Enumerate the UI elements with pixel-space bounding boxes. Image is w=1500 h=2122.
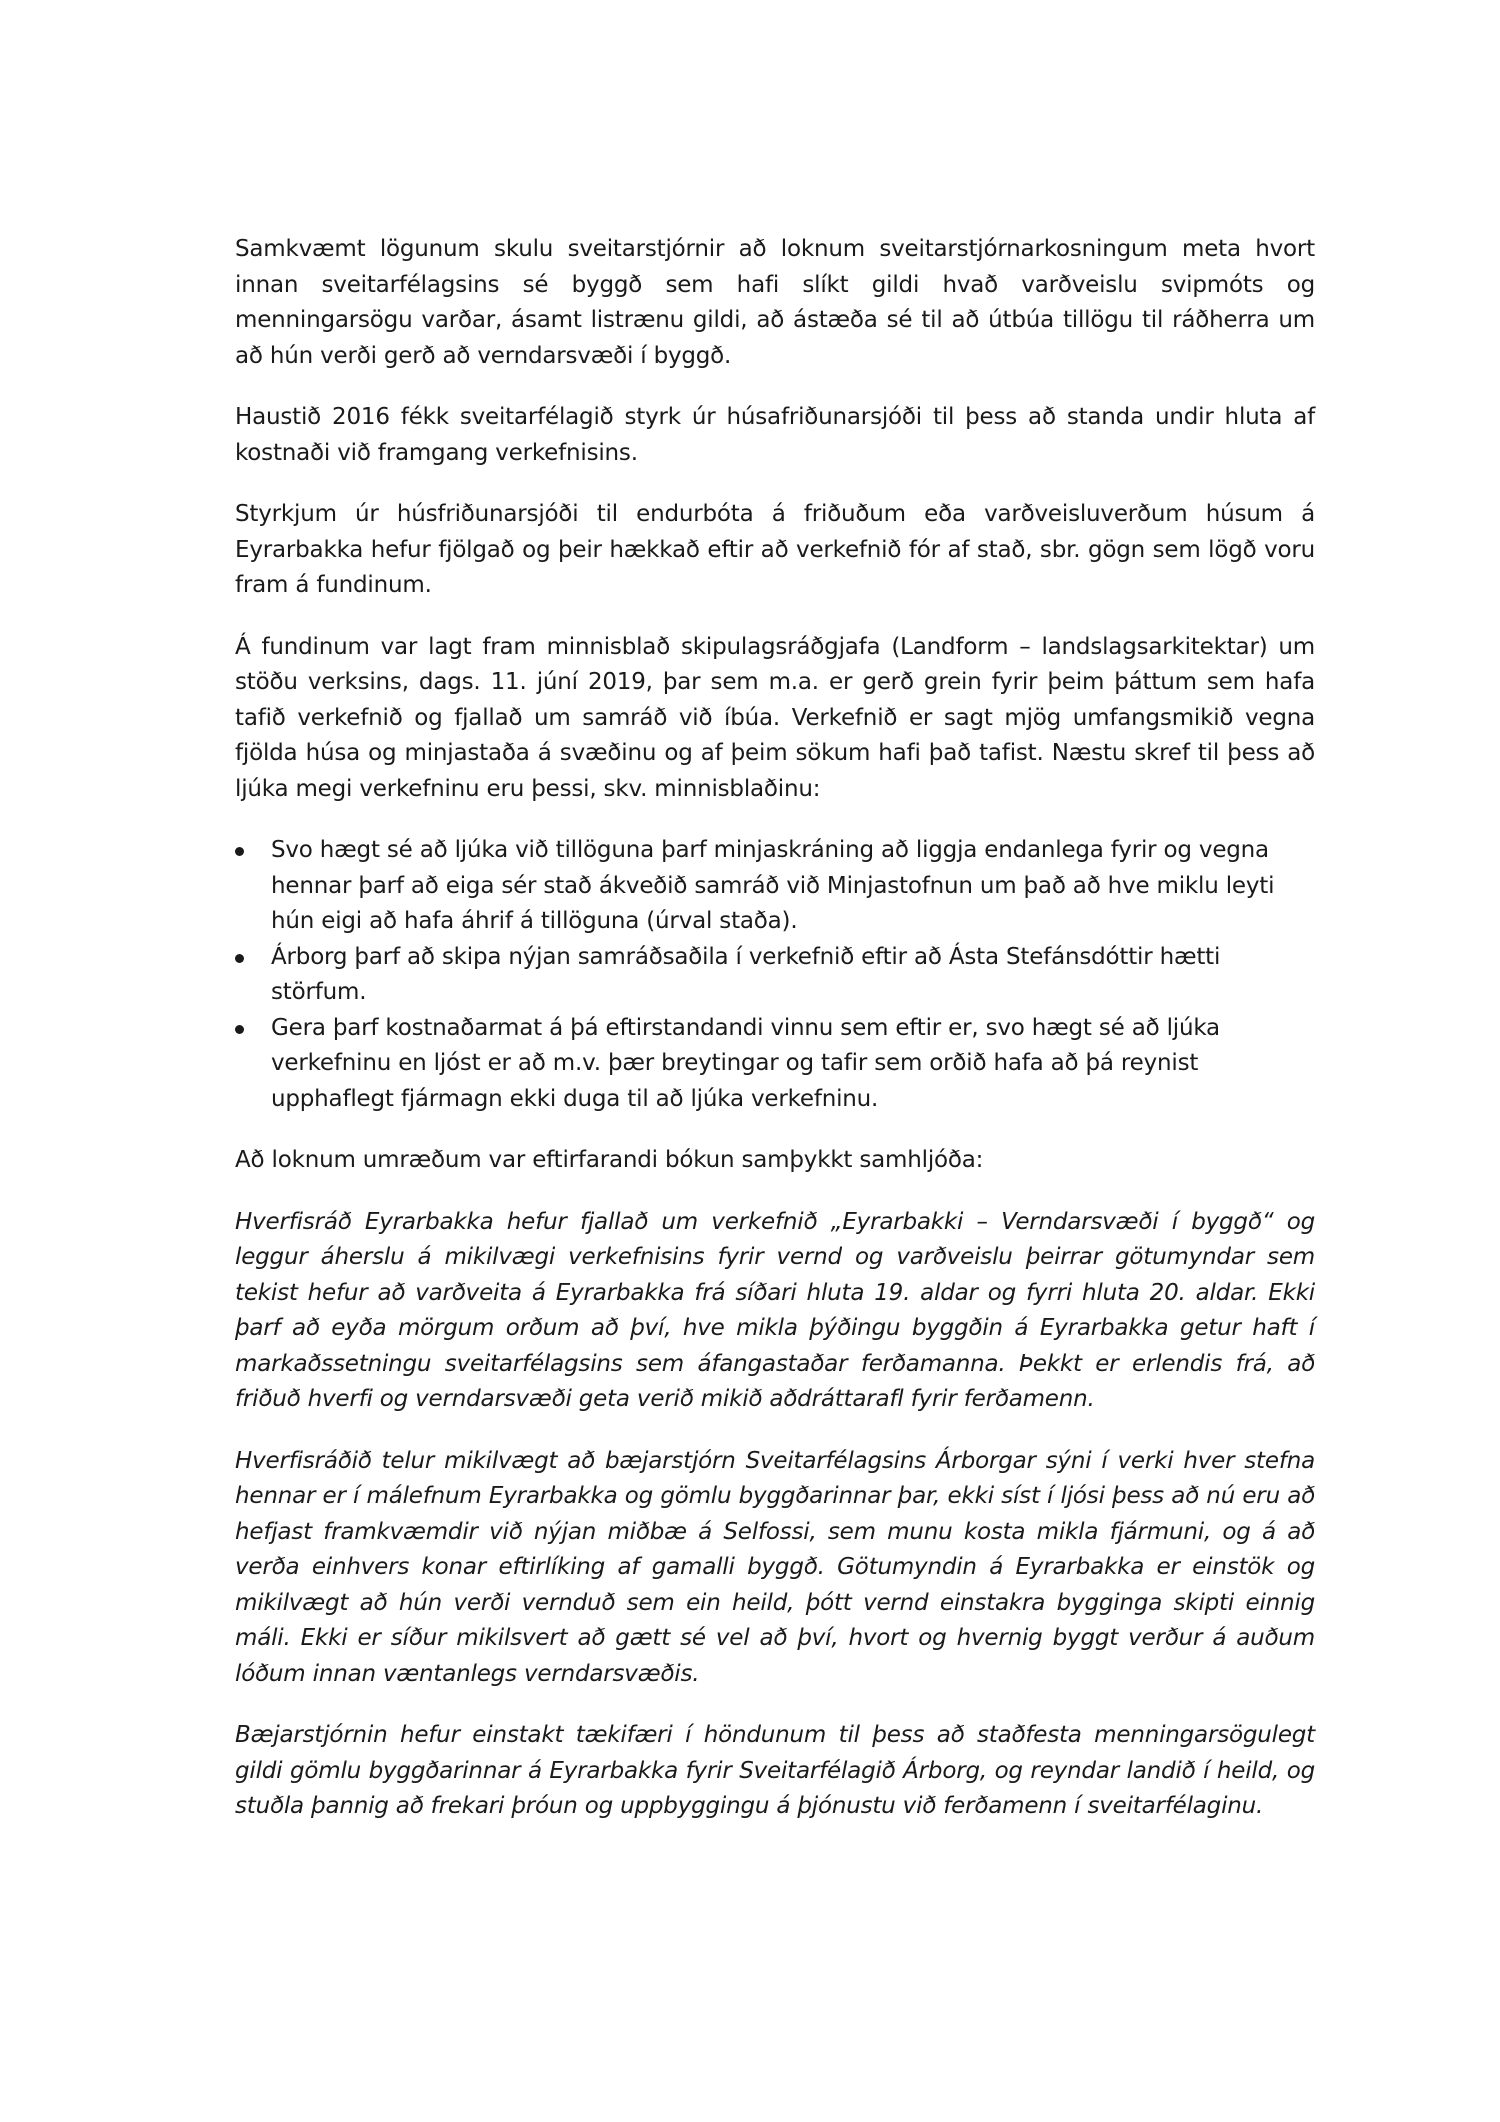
resolution-paragraph-2: Hverfisráðið telur mikilvægt að bæjarstjórn Sveitarfélagsins Árborgar sýni í verki hver stefna hennar er í málefnum Eyrarbakka og gömlu byggðarinnar þar, ekki síst í ljósi þess að nú eru að hefjast framkvæmdir við nýjan miðbæ á Selfossi, sem munu kosta mikla fjármuni, og á að verða einhvers konar eftirlíking af gamalli byggð. Götumyndin á Eyrarbakka er einstök og mikilvægt að hún verði vernduð sem ein heild, þótt vernd einstakra bygginga skipti einnig máli. Ekki er síður mikilsvert að gætt sé vel að því, hvort og hvernig byggt verður á auðum lóðum innan væntanlegs verndarsvæðis.: [235, 1447, 1315, 1687]
list-item-text: Gera þarf kostnaðarmat á þá eftirstandandi vinnu sem eftir er, svo hægt sé að ljúka verkefninu en ljóst er að m.v. þær breytingar og tafir sem orðið hafa að þá reynist upphaflegt fjármagn ekki duga til að ljúka verkefninu.: [271, 1014, 1220, 1112]
paragraph-memorandum: Á fundinum var lagt fram minnisblað skipulagsráðgjafa (Landform – landslagsarkitektar) um stöðu verksins, dags. 11. júní 2019, þar sem m.a. er gerð grein fyrir þeim þáttum sem hafa tafið verkefnið og fjallað um samráð við íbúa. Verkefnið er sagt mjög umfangsmikið vegna fjölda húsa og minjastaða á svæðinu og af þeim sökum hafi það tafist. Næstu skref til þess að ljúka megi verkefninu eru þessi, skv. minnisblaðinu:: [235, 633, 1315, 802]
document-page: [235, 232, 1315, 1851]
resolution-paragraph-3: Bæjarstjórnin hefur einstakt tækifæri í höndunum til þess að staðfesta menningarsögulegt gildi gömlu byggðarinnar á Eyrarbakka fyrir Sveitarfélagið Árborg, og reyndar landið í heild, og stuðla þannig að frekari þróun og uppbyggingu á þjónustu við ferðamenn í sveitarfélaginu.: [235, 1722, 1315, 1819]
next-steps-list: [235, 833, 1315, 1117]
list-item-text: Árborg þarf að skipa nýjan samráðsaðila í verkefnið eftir að Ásta Stefánsdóttir hætti störfum.: [271, 943, 1221, 1005]
list-item-text: Svo hægt sé að ljúka við tillöguna þarf minjaskráning að liggja endanlega fyrir og vegna hennar þarf að eiga sér stað ákveðið samráð við Minjastofnun um það að hve miklu leyti hún eigi að hafa áhrif á tillöguna (úrval staða).: [271, 837, 1275, 934]
list-item: [235, 833, 1315, 940]
bullet-icon: [235, 1025, 244, 1034]
paragraph-grant-2016: Haustið 2016 fékk sveitarfélagið styrk úr húsafriðunarsjóði til þess að standa undir hluta af kostnaði við framgang verkefnisins.: [235, 404, 1315, 466]
list-item: [235, 940, 1315, 1011]
paragraph-legal-requirement: Samkvæmt lögunum skulu sveitarstjórnir að loknum sveitarstjórnarkosningum meta hvort innan sveitarfélagsins sé byggð sem hafi slíkt gildi hvað varðveislu svipmóts og menningarsögu varðar, ásamt listrænu gildi, að ástæða sé til að útbúa tillögu til ráðherra um að hún verði gerð að verndarsvæði í byggð.: [235, 236, 1315, 369]
list-item: [235, 1011, 1315, 1118]
resolution-paragraph-1: Hverfisráð Eyrarbakka hefur fjallað um verkefnið „Eyrarbakki – Verndarsvæði í byggð“ og leggur áherslu á mikilvægi verkefnisins fyrir vernd og varðveislu þeirrar götumyndar sem tekist hefur að varðveita á Eyrarbakka frá síðari hluta 19. aldar og fyrri hluta 20. aldar. Ekki þarf að eyða mörgum orðum að því, hve mikla þýðingu byggðin á Eyrarbakka getur haft í markaðssetningu sveitarfélagsins sem áfangastaðar ferðamanna. Þekkt er erlendis frá, að friðuð hverfi og verndarsvæði geta verið mikið aðdráttarafl fyrir ferðamenn.: [235, 1208, 1315, 1412]
paragraph-conclusion-intro: Að loknum umræðum var eftirfarandi bókun samþykkt samhljóða:: [235, 1147, 984, 1173]
bullet-icon: [235, 954, 244, 963]
paragraph-renovation-grants: Styrkjum úr húsfriðunarsjóði til endurbóta á friðuðum eða varðveisluverðum húsum á Eyrarbakka hefur fjölgað og þeir hækkað eftir að verkefnið fór af stað, sbr. gögn sem lögð voru fram á fundinum.: [235, 501, 1315, 598]
bullet-icon: [235, 847, 244, 856]
